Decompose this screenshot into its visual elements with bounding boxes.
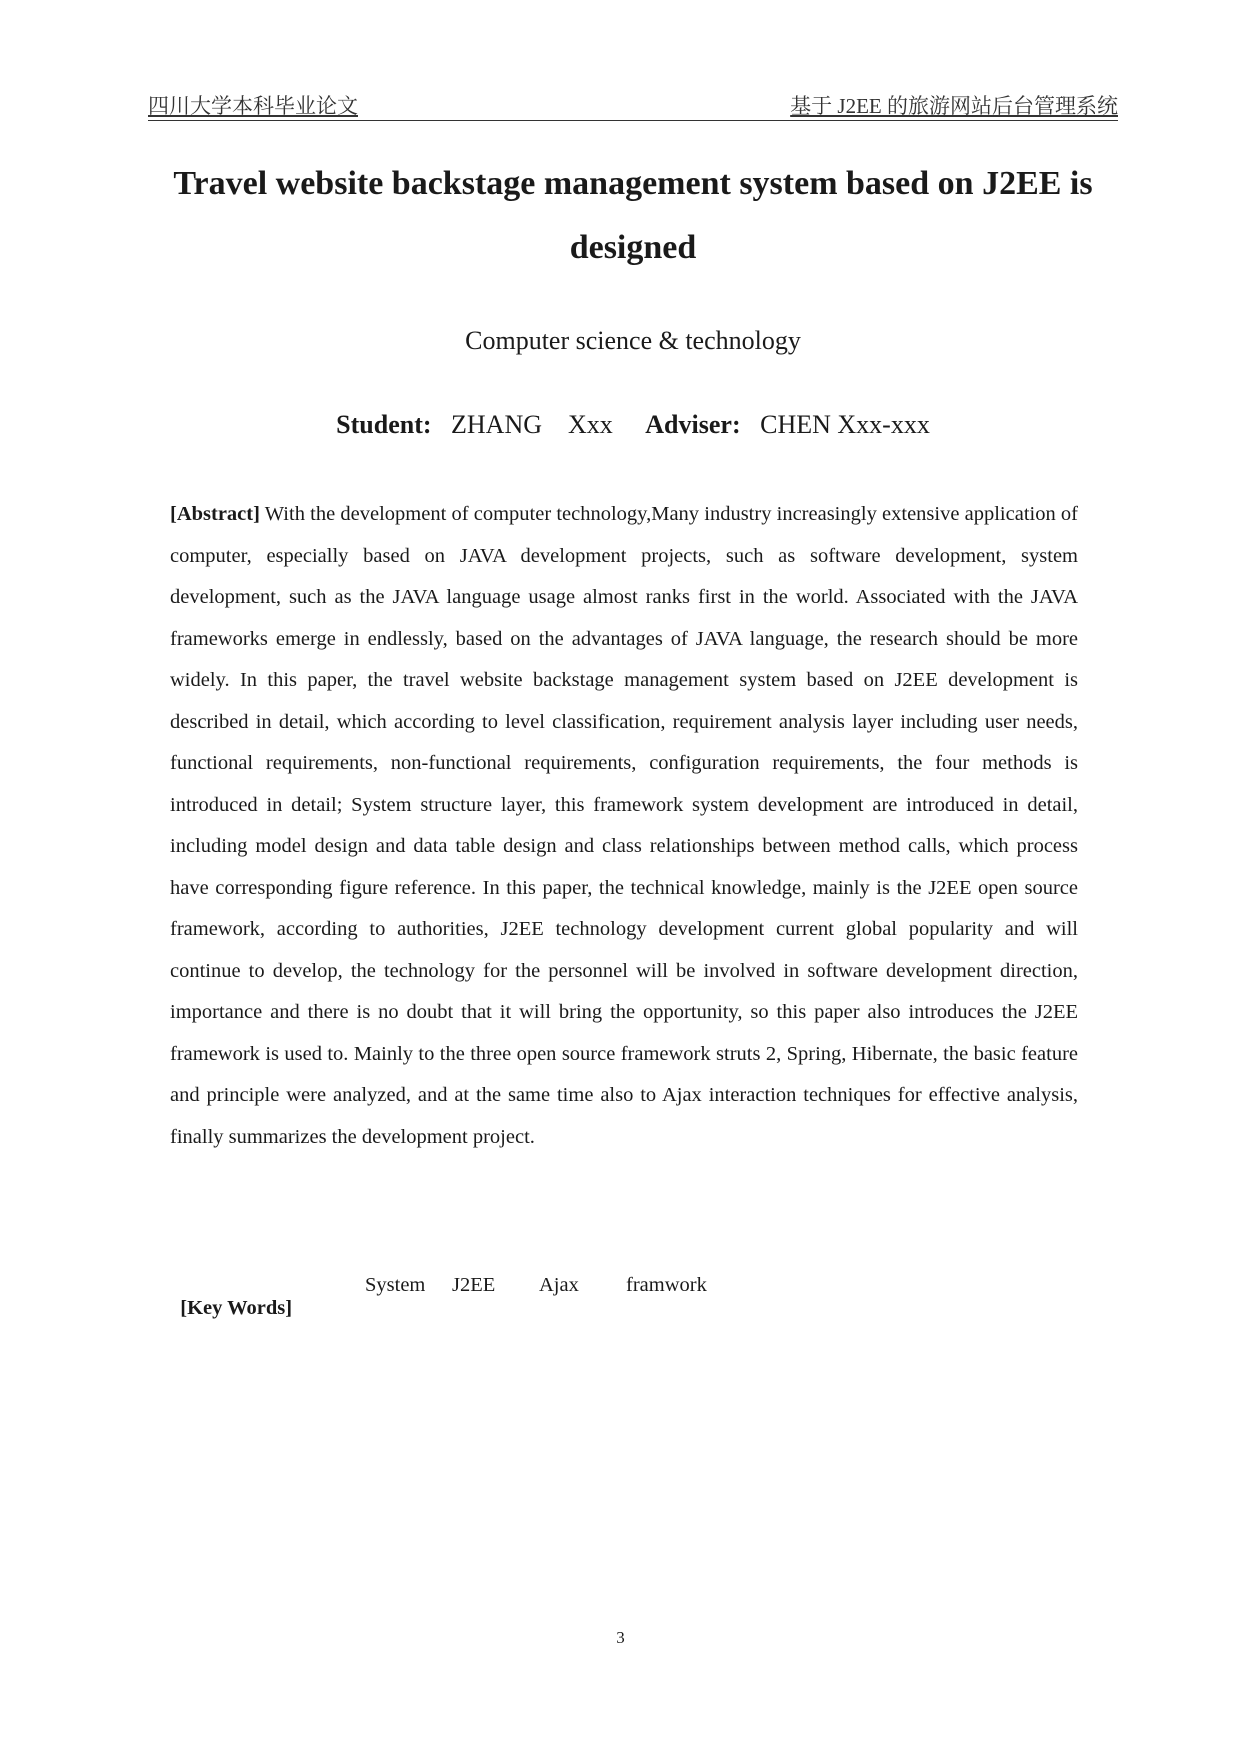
keywords-line [170,1274,707,1412]
student-name: ZHANG Xxx [451,410,613,439]
major-line: Computer science & technology [465,326,801,355]
student-label: Student: [336,410,432,439]
running-header [148,90,1118,121]
keyword-item: Ajax [539,1274,579,1296]
keyword-item: System [365,1274,426,1296]
adviser-name: CHEN Xxx-xxx [760,410,930,439]
keyword-item: J2EE [452,1274,496,1296]
adviser-label: Adviser: [645,410,741,439]
abstract-paragraph [170,494,1078,1158]
keyword-item: framwork [626,1274,707,1296]
abstract-text: With the development of computer technology,Many industry increasingly extensive application of computer, especially based on JAVA development projects, such as software development, system development, such as the JAVA language usage almost ranks first in the world. Associated with the JAVA frameworks emerge in endlessly, based on the advantages of JAVA language, the research should be more widely. In this paper, the travel website backstage management system based on J2EE development is described in detail, which according to level classification, requirement analysis layer including user needs, functional requirements, non-functional requirements, configuration requirements, the four methods is introduced in detail; System structure layer, this framework system development are introduced in detail, including model design and data table design and class relationships between method calls, which process have corresponding figure reference. In this paper, the technical knowledge, mainly is the J2EE open source framework, according to authorities, J2EE technology development current global popularity and will continue to develop, the technology for the personnel will be involved in software development direction, importance and there is no doubt that it will bring the opportunity, so this paper also introduces the J2EE framework is used to. Mainly to the three open source framework struts 2, Spring, Hibernate, the basic feature and principle were analyzed, and at the same time also to Ajax interaction techniques for effective analysis, finally summarizes the development project. [170,503,1078,1148]
header-right-text: 基于 J2EE 的旅游网站后台管理系统 [790,94,1118,118]
keywords-label: [Key Words] [180,1297,293,1319]
author-line [148,410,1118,440]
page-number: 3 [616,1628,625,1647]
paper-title: Travel website backstage management system based on J2EE is designed [173,165,1093,266]
header-left-text: 四川大学本科毕业论文 [148,94,358,118]
abstract-label: [Abstract] [170,503,260,525]
